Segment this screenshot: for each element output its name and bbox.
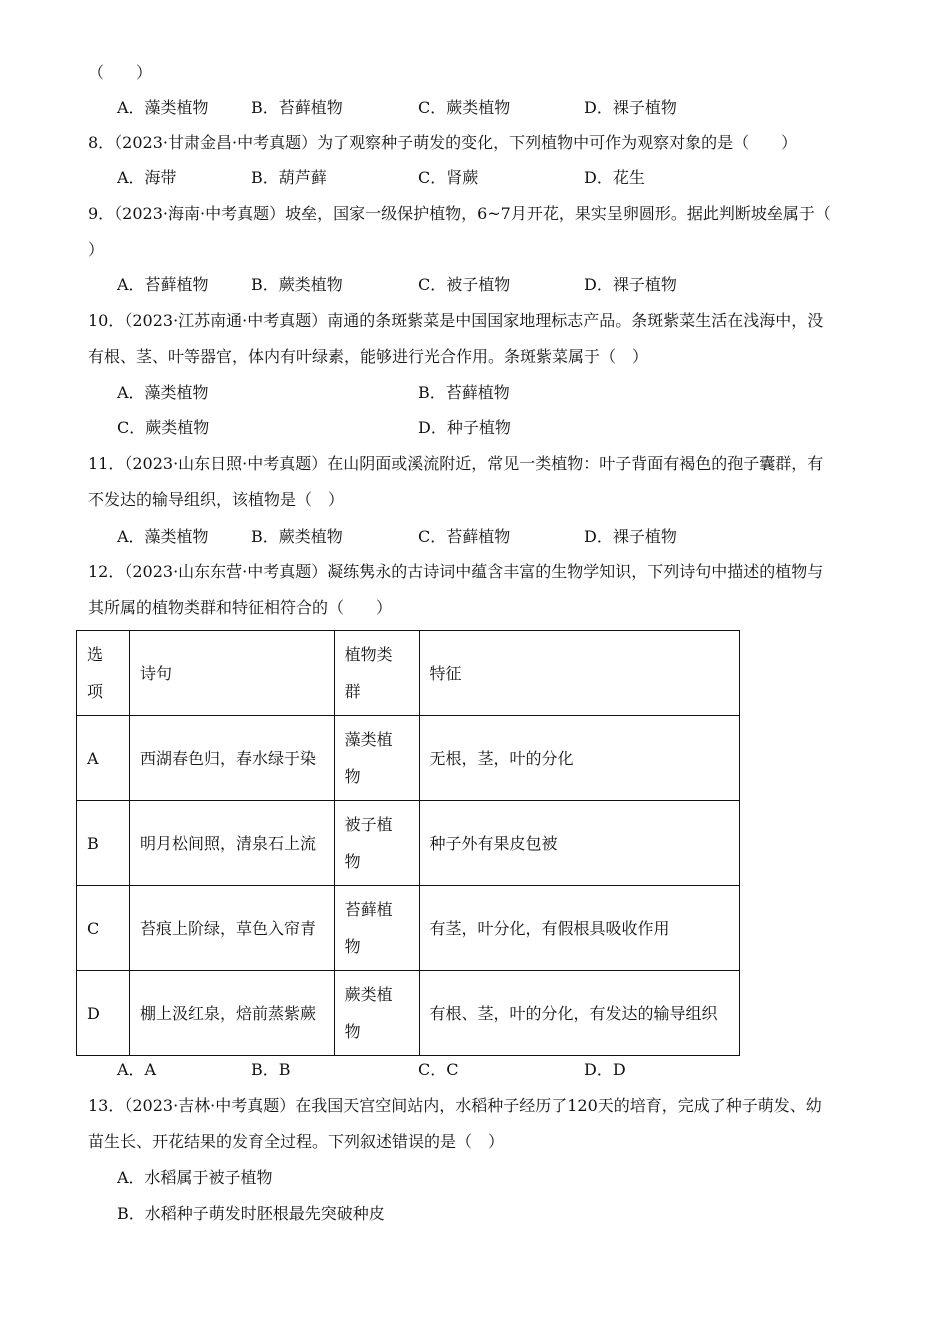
cell-group: 蕨类植物 [334, 971, 419, 1056]
header-cell-option: 选项 [77, 631, 130, 716]
header-cell-feature: 特征 [419, 631, 739, 716]
q9-option-d[interactable]: D．裸子植物 [584, 275, 677, 294]
q9-option-b[interactable]: B．蕨类植物 [251, 275, 343, 294]
cell-group: 苔藓植物 [334, 886, 419, 971]
cell-group: 被子植物 [334, 801, 419, 886]
cell-feature: 有根、茎，叶的分化，有发达的输导组织 [419, 971, 739, 1056]
cell-poem: 明月松间照，清泉石上流 [129, 801, 334, 886]
q12-stem-line1: 12．（2023·山东东营·中考真题）凝练隽永的古诗词中蕴含丰富的生物学知识，下列诗句中描述的植物与 [88, 562, 824, 581]
cell-feature: 无根，茎，叶的分化 [419, 716, 739, 801]
q11-option-c[interactable]: C．苔藓植物 [418, 527, 511, 546]
q7-option-a[interactable]: A．藻类植物 [117, 98, 209, 117]
q11-stem-line1: 11．（2023·山东日照·中考真题）在山阴面或溪流附近，常见一类植物：叶子背面有褐色的孢子囊群，有 [88, 454, 824, 473]
q12-option-b[interactable]: B．B [251, 1060, 291, 1079]
cell-feature: 种子外有果皮包被 [419, 801, 739, 886]
q8-option-b[interactable]: B．葫芦藓 [251, 168, 327, 187]
q10-option-b[interactable]: B．苔藓植物 [418, 383, 510, 402]
cell-option: B [77, 801, 130, 886]
header-cell-group: 植物类群 [334, 631, 419, 716]
q8-option-a[interactable]: A．海带 [117, 168, 177, 187]
q9-stem-line2: ） [88, 240, 105, 259]
q10-stem-line2: 有根、茎、叶等器官，体内有叶绿素，能够进行光合作用。条斑紫菜属于（ ） [88, 347, 649, 366]
cell-poem: 西湖春色归，春水绿于染 [129, 716, 334, 801]
header-cell-poem: 诗句 [129, 631, 334, 716]
cell-option: C [77, 886, 130, 971]
q13-stem-line1: 13．（2023·吉林·中考真题）在我国天宫空间站内，水稻种子经历了120天的培育，完成了种子萌发、幼 [88, 1096, 822, 1115]
q12-stem-line2: 其所属的植物类群和特征相符合的（ ） [88, 598, 393, 617]
q12-option-c[interactable]: C．C [418, 1060, 459, 1079]
q8-option-c[interactable]: C．肾蕨 [418, 168, 479, 187]
q11-stem-line2: 不发达的输导组织，该植物是（ ） [88, 490, 345, 509]
q8-option-d[interactable]: D．花生 [584, 168, 645, 187]
table-row [77, 886, 740, 971]
q11-option-a[interactable]: A．藻类植物 [117, 527, 209, 546]
q11-option-d[interactable]: D．裸子植物 [584, 527, 677, 546]
question-7-paren: （ ） [88, 63, 153, 82]
q11-option-b[interactable]: B．蕨类植物 [251, 527, 343, 546]
q9-option-a[interactable]: A．苔藓植物 [117, 275, 209, 294]
q13-stem-line2: 苗生长、开花结果的发育全过程。下列叙述错误的是（ ） [88, 1132, 505, 1151]
q10-option-d[interactable]: D．种子植物 [418, 418, 511, 437]
cell-option: A [77, 716, 130, 801]
cell-group: 藻类植物 [334, 716, 419, 801]
q12-option-d[interactable]: D．D [584, 1060, 626, 1079]
q10-stem-line1: 10．（2023·江苏南通·中考真题）南通的条斑紫菜是中国国家地理标志产品。条斑紫菜生活在浅海中，没 [88, 311, 824, 330]
q7-option-c[interactable]: C．蕨类植物 [418, 98, 511, 117]
table-row [77, 716, 740, 801]
q7-option-d[interactable]: D．裸子植物 [584, 98, 677, 117]
q12-option-a[interactable]: A．A [117, 1060, 157, 1079]
cell-poem: 棚上汲红泉，焙前蒸紫蕨 [129, 971, 334, 1056]
cell-feature: 有茎，叶分化，有假根具吸收作用 [419, 886, 739, 971]
cell-option: D [77, 971, 130, 1056]
q12-table [76, 630, 740, 1056]
q13-option-a[interactable]: A．水稻属于被子植物 [117, 1168, 273, 1187]
q7-option-b[interactable]: B．苔藓植物 [251, 98, 343, 117]
table-row [77, 971, 740, 1056]
cell-poem: 苔痕上阶绿，草色入帘青 [129, 886, 334, 971]
table-row [77, 801, 740, 886]
q10-option-a[interactable]: A．藻类植物 [117, 383, 209, 402]
q13-option-b[interactable]: B．水稻种子萌发时胚根最先突破种皮 [117, 1204, 385, 1223]
table-header-row [77, 631, 740, 716]
q9-option-c[interactable]: C．被子植物 [418, 275, 511, 294]
q8-stem: 8．（2023·甘肃金昌·中考真题）为了观察种子萌发的变化，下列植物中可作为观察对象的是（ ） [88, 133, 798, 152]
q10-option-c[interactable]: C．蕨类植物 [117, 418, 210, 437]
q9-stem-line1: 9．（2023·海南·中考真题）坡垒，国家一级保护植物，6~7月开花，果实呈卵圆形。据此判断坡垒属于（ [88, 204, 831, 223]
